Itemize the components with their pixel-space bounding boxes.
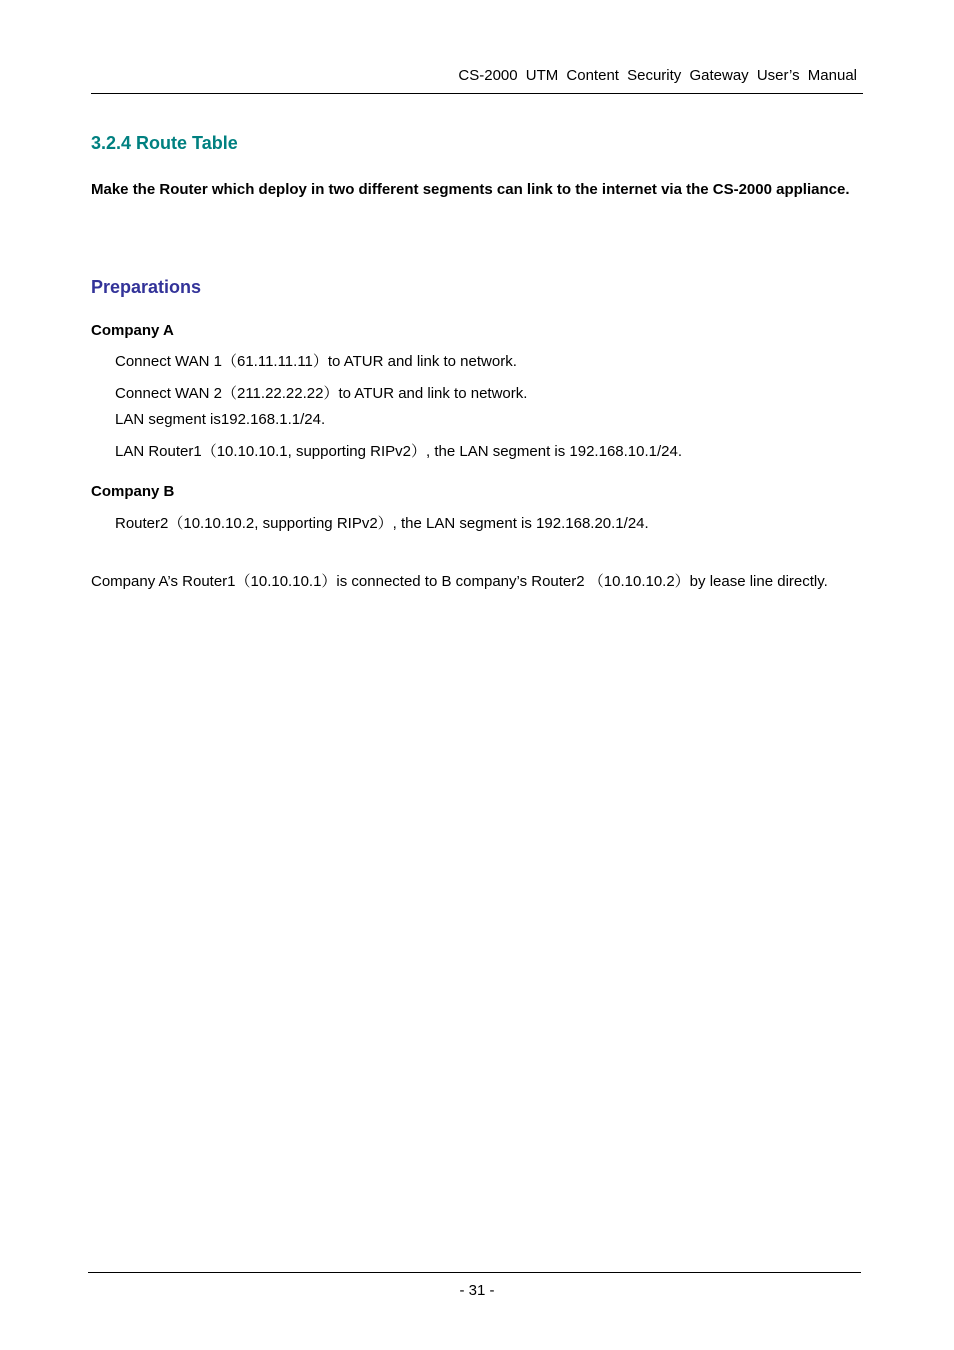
page-header (91, 66, 863, 94)
header-title: CS-2000 UTM Content Security Gateway User’s Manual (458, 67, 857, 84)
section-title: 3.2.4 Route Table (91, 133, 238, 153)
section-intro: Make the Router which deploy in two different segments can link to the internet via the CS-2000 appliance. (91, 181, 850, 198)
company-b-line-1: Router2（10.10.10.2, supporting RIPv2）, the LAN segment is 192.168.20.1/24. (115, 515, 649, 532)
company-a-line-1: Connect WAN 1（61.11.11.11）to ATUR and link to network. (115, 353, 517, 370)
footer-rule (88, 1272, 861, 1273)
preparations-title: Preparations (91, 277, 202, 297)
company-a-line-2: Connect WAN 2（211.22.22.22）to ATUR and link to network. (115, 385, 528, 402)
company-a-heading: Company A (91, 322, 174, 339)
company-a-line-3: LAN segment is192.168.1.1/24. (115, 411, 326, 428)
company-a-line-4: LAN Router1（10.10.10.1, supporting RIPv2）, the LAN segment is 192.168.10.1/24. (115, 443, 683, 460)
closing-paragraph: Company A’s Router1（10.10.10.1）is connected to B company’s Router2 （10.10.10.2）by lease line directly. (91, 573, 828, 590)
company-b-heading: Company B (91, 483, 175, 500)
page-number: - 31 - (459, 1282, 495, 1299)
